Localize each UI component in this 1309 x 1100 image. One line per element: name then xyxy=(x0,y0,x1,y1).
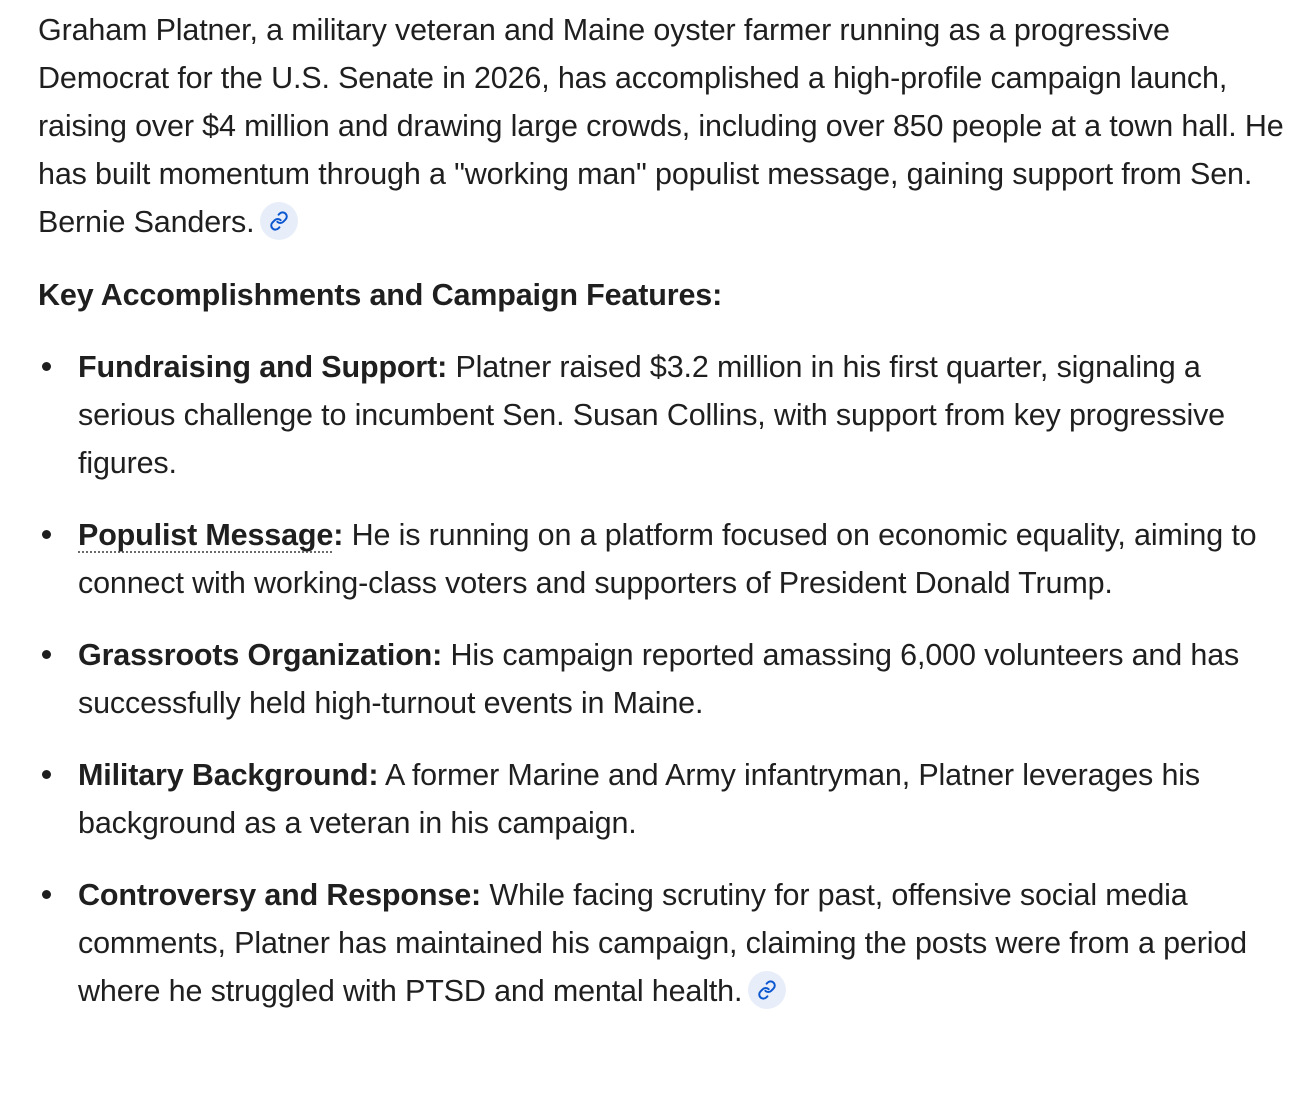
response-content xyxy=(38,6,1300,1039)
item-text: His campaign reported amassing 6,000 volunteers and has successfully held high-turnout events in Maine. xyxy=(78,638,1240,720)
populist-message-link[interactable]: Populist Message xyxy=(78,518,334,552)
bullet xyxy=(42,890,51,899)
accomplishments-list xyxy=(38,343,1300,1015)
source-link-button[interactable] xyxy=(260,202,298,240)
item-text: A former Marine and Army infantryman, Platner leverages his background as a veteran in his campaign. xyxy=(78,758,1201,840)
bullet xyxy=(42,770,51,779)
item-label: Grassroots Organization: xyxy=(78,638,443,672)
list-item xyxy=(38,511,1300,607)
link-icon xyxy=(269,211,289,231)
item-text: While facing scrutiny for past, offensive social media comments, Platner has maintained his campaign, claiming the posts were from a period where he struggled with PTSD and mental health. xyxy=(78,878,1247,1008)
link-icon xyxy=(757,980,777,1000)
bullet xyxy=(42,530,51,539)
item-label: Fundraising and Support: xyxy=(78,350,448,384)
list-item xyxy=(38,631,1300,727)
item-text: He is running on a platform focused on economic equality, aiming to connect with working-class voters and supporters of President Donald Trump. xyxy=(78,518,1257,600)
list-item xyxy=(38,343,1300,487)
section-heading: Key Accomplishments and Campaign Features: xyxy=(38,278,723,312)
list-item xyxy=(38,751,1300,847)
intro-paragraph xyxy=(38,6,1300,246)
intro-text: Graham Platner, a military veteran and Maine oyster farmer running as a progressive Democrat for the U.S. Senate in 2026, has accomplished a high-profile campaign launch, raising over $4 million and drawing large crowds, including over 850 people at a town hall. He has built momentum through a "working man" populist message, gaining support from Sen. Bernie Sanders. xyxy=(38,13,1284,239)
bullet xyxy=(42,650,51,659)
item-label: Military Background: xyxy=(78,758,379,792)
list-item xyxy=(38,871,1300,1015)
bullet xyxy=(42,362,51,371)
source-link-button[interactable] xyxy=(748,971,786,1009)
item-label: Controversy and Response: xyxy=(78,878,482,912)
item-text: Platner raised $3.2 million in his first quarter, signaling a serious challenge to incumbent Sen. Susan Collins, with support from key progressive figures. xyxy=(78,350,1225,480)
item-label-colon: : xyxy=(333,518,344,552)
